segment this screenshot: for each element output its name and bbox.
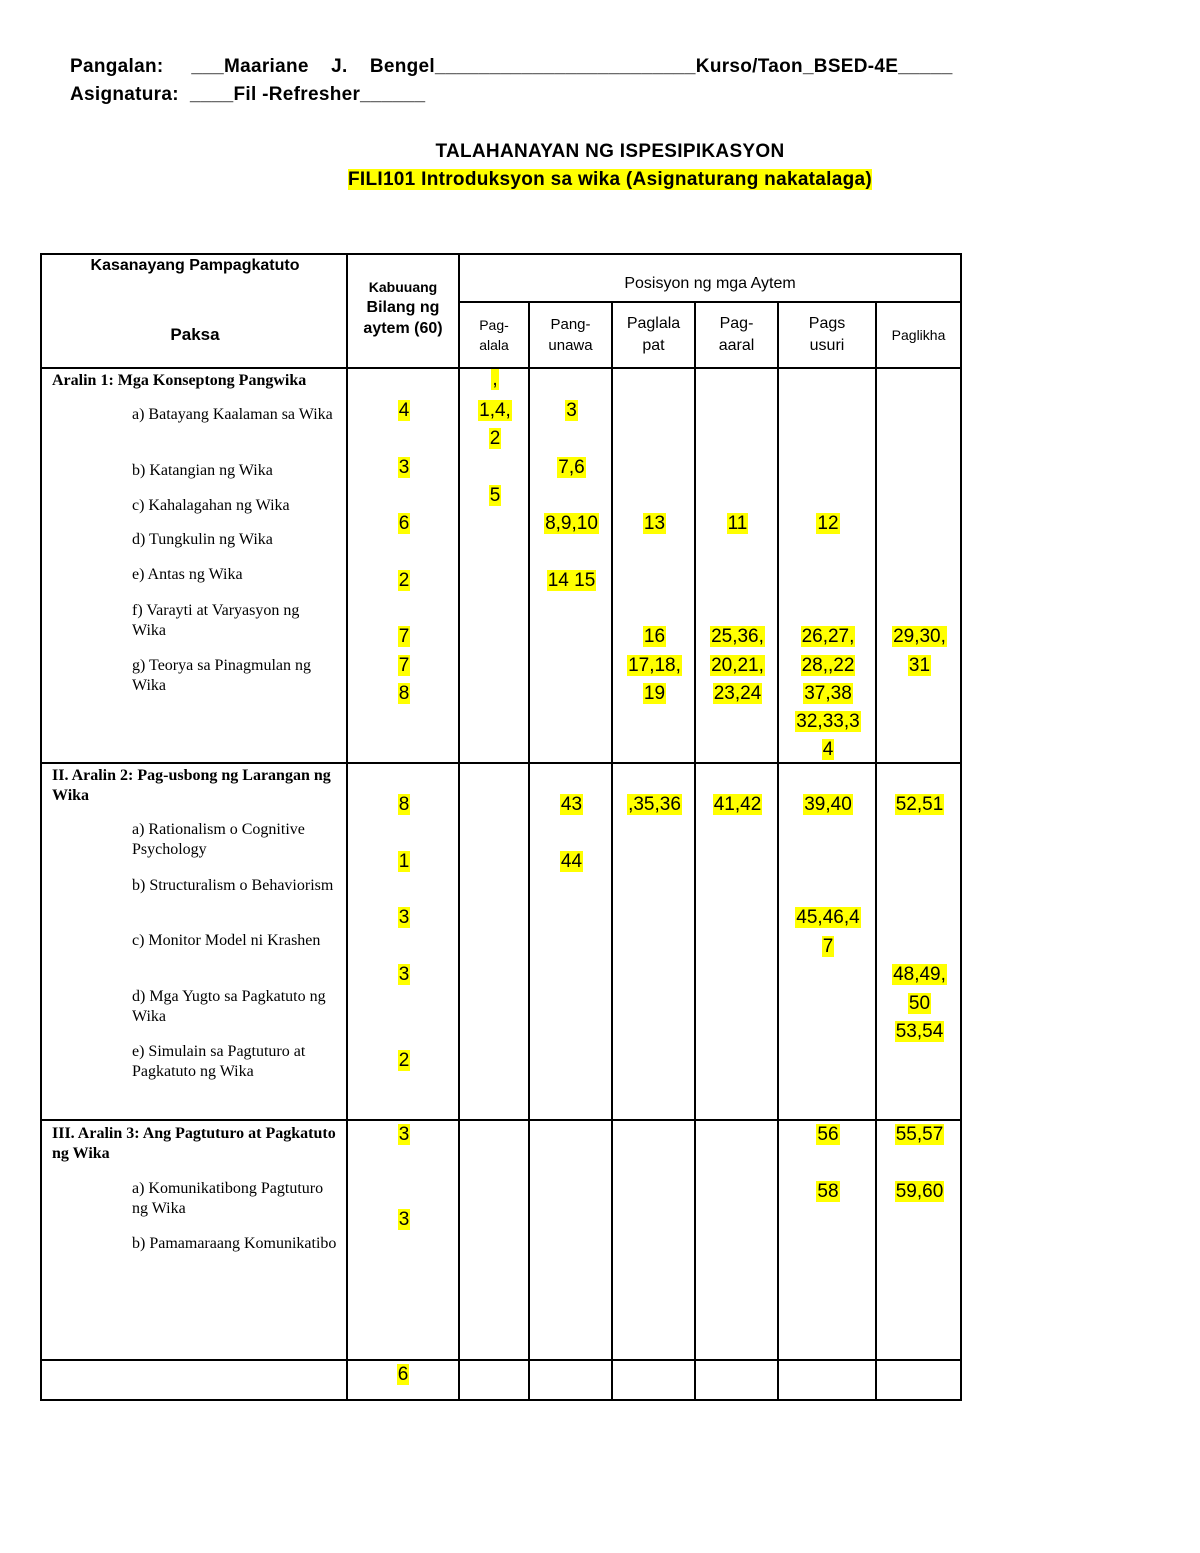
topic-item: f) Varayti at Varyasyon ng Wika bbox=[132, 602, 300, 639]
item-position: 25,36, bbox=[711, 626, 764, 647]
item-total: 1 bbox=[398, 851, 410, 872]
section2-paglalapat-cell bbox=[612, 763, 695, 1120]
item-position: 7 bbox=[822, 936, 834, 957]
section2-pangunawa-cell bbox=[529, 763, 612, 1120]
table-row-aralin-2 bbox=[41, 763, 961, 1120]
item-position: 13 bbox=[643, 513, 666, 534]
header-level-pagaaral bbox=[695, 302, 778, 368]
item-position: 19 bbox=[643, 683, 666, 704]
document-subtitle bbox=[0, 169, 1200, 191]
section1-pangunawa-cell bbox=[529, 368, 612, 763]
topic-item: a) Rationalism o Cognitive Psychology bbox=[132, 821, 305, 858]
section2-topic-cell bbox=[41, 763, 347, 1120]
item-position: 50 bbox=[908, 993, 931, 1014]
level-label: Pag-aaral bbox=[718, 315, 755, 354]
table-row-aralin-1 bbox=[41, 368, 961, 763]
item-total: 2 bbox=[398, 1050, 410, 1071]
item-position: 53,54 bbox=[895, 1021, 944, 1042]
section1-totals-cell bbox=[347, 368, 459, 763]
topic-item: c) Monitor Model ni Krashen bbox=[132, 932, 321, 949]
item-position: 56 bbox=[817, 1124, 839, 1145]
level-label: Pagsusuri bbox=[808, 315, 846, 354]
section1-topic-cell bbox=[41, 368, 347, 763]
specification-table bbox=[40, 253, 962, 1401]
section2-paglikha-cell bbox=[876, 763, 961, 1120]
section2-title: II. Aralin 2: Pag-usbong ng Larangan ng Wika bbox=[52, 767, 331, 804]
header-total-cell bbox=[347, 254, 459, 368]
header-level-pangunawa bbox=[529, 302, 612, 368]
item-position: 7,6 bbox=[558, 457, 585, 478]
footer-total: 6 bbox=[397, 1364, 409, 1385]
header-level-pagalala bbox=[459, 302, 529, 368]
item-position: 45,46,4 bbox=[796, 907, 860, 928]
item-position: 20,21, bbox=[711, 655, 764, 676]
topic-item: b) Pamamaraang Komunikatibo bbox=[132, 1235, 337, 1252]
item-position: 31 bbox=[908, 655, 931, 676]
item-position: 59,60 bbox=[895, 1181, 944, 1202]
section3-pagaaral-cell bbox=[695, 1120, 778, 1360]
item-total: 3 bbox=[398, 1209, 410, 1230]
item-position: 28,,22 bbox=[801, 655, 855, 676]
section3-paglalapat-cell bbox=[612, 1120, 695, 1360]
section2-pagalala-cell bbox=[459, 763, 529, 1120]
item-position: 4 bbox=[822, 739, 834, 760]
item-position: 41,42 bbox=[713, 794, 762, 815]
topic-item: e) Simulain sa Pagtuturo at Pagkatuto ng Wika bbox=[132, 1043, 306, 1080]
footer-empty-cell bbox=[695, 1360, 778, 1400]
table-row-total bbox=[41, 1360, 961, 1400]
footer-empty-cell bbox=[529, 1360, 612, 1400]
item-position: 12 bbox=[817, 513, 839, 534]
table-row-aralin-3 bbox=[41, 1120, 961, 1360]
item-position: 26,27, bbox=[801, 626, 855, 647]
item-position: 55,57 bbox=[895, 1124, 944, 1145]
topic-item: e) Antas ng Wika bbox=[132, 566, 243, 583]
level-label: Paglalapat bbox=[626, 315, 681, 354]
header-level-paglikha bbox=[876, 302, 961, 368]
item-position: 39,40 bbox=[804, 794, 852, 815]
topic-item: c) Kahalagahan ng Wika bbox=[132, 497, 290, 514]
section3-pagalala-cell bbox=[459, 1120, 529, 1360]
section3-pangunawa-cell bbox=[529, 1120, 612, 1360]
section3-title: III. Aralin 3: Ang Pagtuturo at Pagkatuto ng Wika bbox=[52, 1125, 336, 1162]
item-total: 8 bbox=[398, 683, 410, 704]
section3-pagsusuri-cell bbox=[778, 1120, 876, 1360]
topic-item: g) Teorya sa Pinagmulan ng Wika bbox=[132, 657, 311, 694]
section1-pagsusuri-cell bbox=[778, 368, 876, 763]
item-position: 44 bbox=[560, 851, 583, 872]
item-position: 3 bbox=[566, 400, 577, 421]
header-kabuuang: Kabuuang bbox=[368, 279, 438, 295]
topic-item: b) Katangian ng Wika bbox=[132, 462, 273, 479]
header-posisyon: Posisyon ng mga Aytem bbox=[624, 275, 796, 292]
item-position: 5 bbox=[489, 485, 501, 506]
header-paksa: Paksa bbox=[170, 325, 220, 344]
subtitle-text: FILI101 Introduksyon sa wika (Asignaturang nakatalaga) bbox=[347, 169, 873, 190]
item-total: 8 bbox=[398, 794, 410, 815]
item-position: 8,9,10 bbox=[545, 513, 598, 534]
topic-item: a) Komunikatibong Pagtuturo ng Wika bbox=[132, 1180, 324, 1217]
item-position: ,35,36 bbox=[628, 794, 681, 815]
item-position: , bbox=[492, 369, 498, 390]
item-total: 7 bbox=[398, 655, 410, 676]
footer-empty-cell bbox=[876, 1360, 961, 1400]
topic-item: a) Batayang Kaalaman sa Wika bbox=[132, 406, 333, 423]
topic-item: b) Structuralism o Behaviorism bbox=[132, 877, 334, 894]
footer-label-cell bbox=[41, 1360, 347, 1400]
item-total: 3 bbox=[398, 457, 410, 478]
section2-totals-cell bbox=[347, 763, 459, 1120]
header-level-paglalapat bbox=[612, 302, 695, 368]
item-total: 2 bbox=[398, 570, 410, 591]
section3-paglikha-cell bbox=[876, 1120, 961, 1360]
item-position: 58 bbox=[817, 1181, 839, 1202]
section1-pagaaral-cell bbox=[695, 368, 778, 763]
level-label: Pag-alala bbox=[479, 317, 509, 353]
item-total: 3 bbox=[398, 907, 410, 928]
item-position: 14 15 bbox=[547, 570, 596, 591]
header-kasanayan: Kasanayang Pampagkatuto bbox=[90, 257, 300, 274]
item-total: 3 bbox=[398, 1124, 410, 1145]
section2-pagaaral-cell bbox=[695, 763, 778, 1120]
item-total: 3 bbox=[398, 964, 410, 985]
footer-empty-cell bbox=[612, 1360, 695, 1400]
item-position: 37,38 bbox=[804, 683, 852, 704]
item-position: 1,4, bbox=[479, 400, 511, 421]
item-position: 23,24 bbox=[713, 683, 762, 704]
item-position: 11 bbox=[727, 513, 748, 534]
header-bilang: Bilang ng aytem (60) bbox=[363, 299, 443, 337]
item-total: 7 bbox=[398, 626, 410, 647]
header-posisyon-cell bbox=[459, 254, 961, 302]
document-title: TALAHANAYAN NG ISPESIPIKASYON bbox=[435, 141, 785, 162]
item-position: 16 bbox=[643, 626, 666, 647]
item-position: 17,18, bbox=[628, 655, 681, 676]
header-level-pagsusuri bbox=[778, 302, 876, 368]
section2-pagsusuri-cell bbox=[778, 763, 876, 1120]
footer-empty-cell bbox=[778, 1360, 876, 1400]
subject-line: Asignatura: ____Fil -Refresher______ bbox=[70, 84, 426, 105]
student-name-line: Pangalan: ___Maariane J. Bengel________________________Kurso/Taon_BSED-4E_____ bbox=[70, 56, 953, 77]
topic-item: d) Mga Yugto sa Pagkatuto ng Wika bbox=[132, 988, 326, 1025]
section3-totals-cell bbox=[347, 1120, 459, 1360]
section1-title: Aralin 1: Mga Konseptong Pangwika bbox=[52, 372, 307, 389]
section1-pagalala-cell bbox=[459, 368, 529, 763]
item-position: 29,30, bbox=[893, 626, 946, 647]
topic-item: d) Tungkulin ng Wika bbox=[132, 531, 273, 548]
level-label: Paglikha bbox=[891, 327, 946, 343]
item-position: 52,51 bbox=[895, 794, 944, 815]
footer-empty-cell bbox=[459, 1360, 529, 1400]
item-position: 43 bbox=[560, 794, 583, 815]
item-total: 4 bbox=[398, 400, 410, 421]
footer-total-cell bbox=[347, 1360, 459, 1400]
item-total: 6 bbox=[398, 513, 410, 534]
section1-paglikha-cell bbox=[876, 368, 961, 763]
section1-paglalapat-cell bbox=[612, 368, 695, 763]
item-position: 2 bbox=[489, 428, 501, 449]
section3-topic-cell bbox=[41, 1120, 347, 1360]
level-label: Pang-unawa bbox=[548, 316, 593, 354]
item-position: 48,49, bbox=[893, 964, 946, 985]
item-position: 32,33,3 bbox=[796, 711, 860, 732]
header-topic-cell bbox=[41, 254, 347, 368]
